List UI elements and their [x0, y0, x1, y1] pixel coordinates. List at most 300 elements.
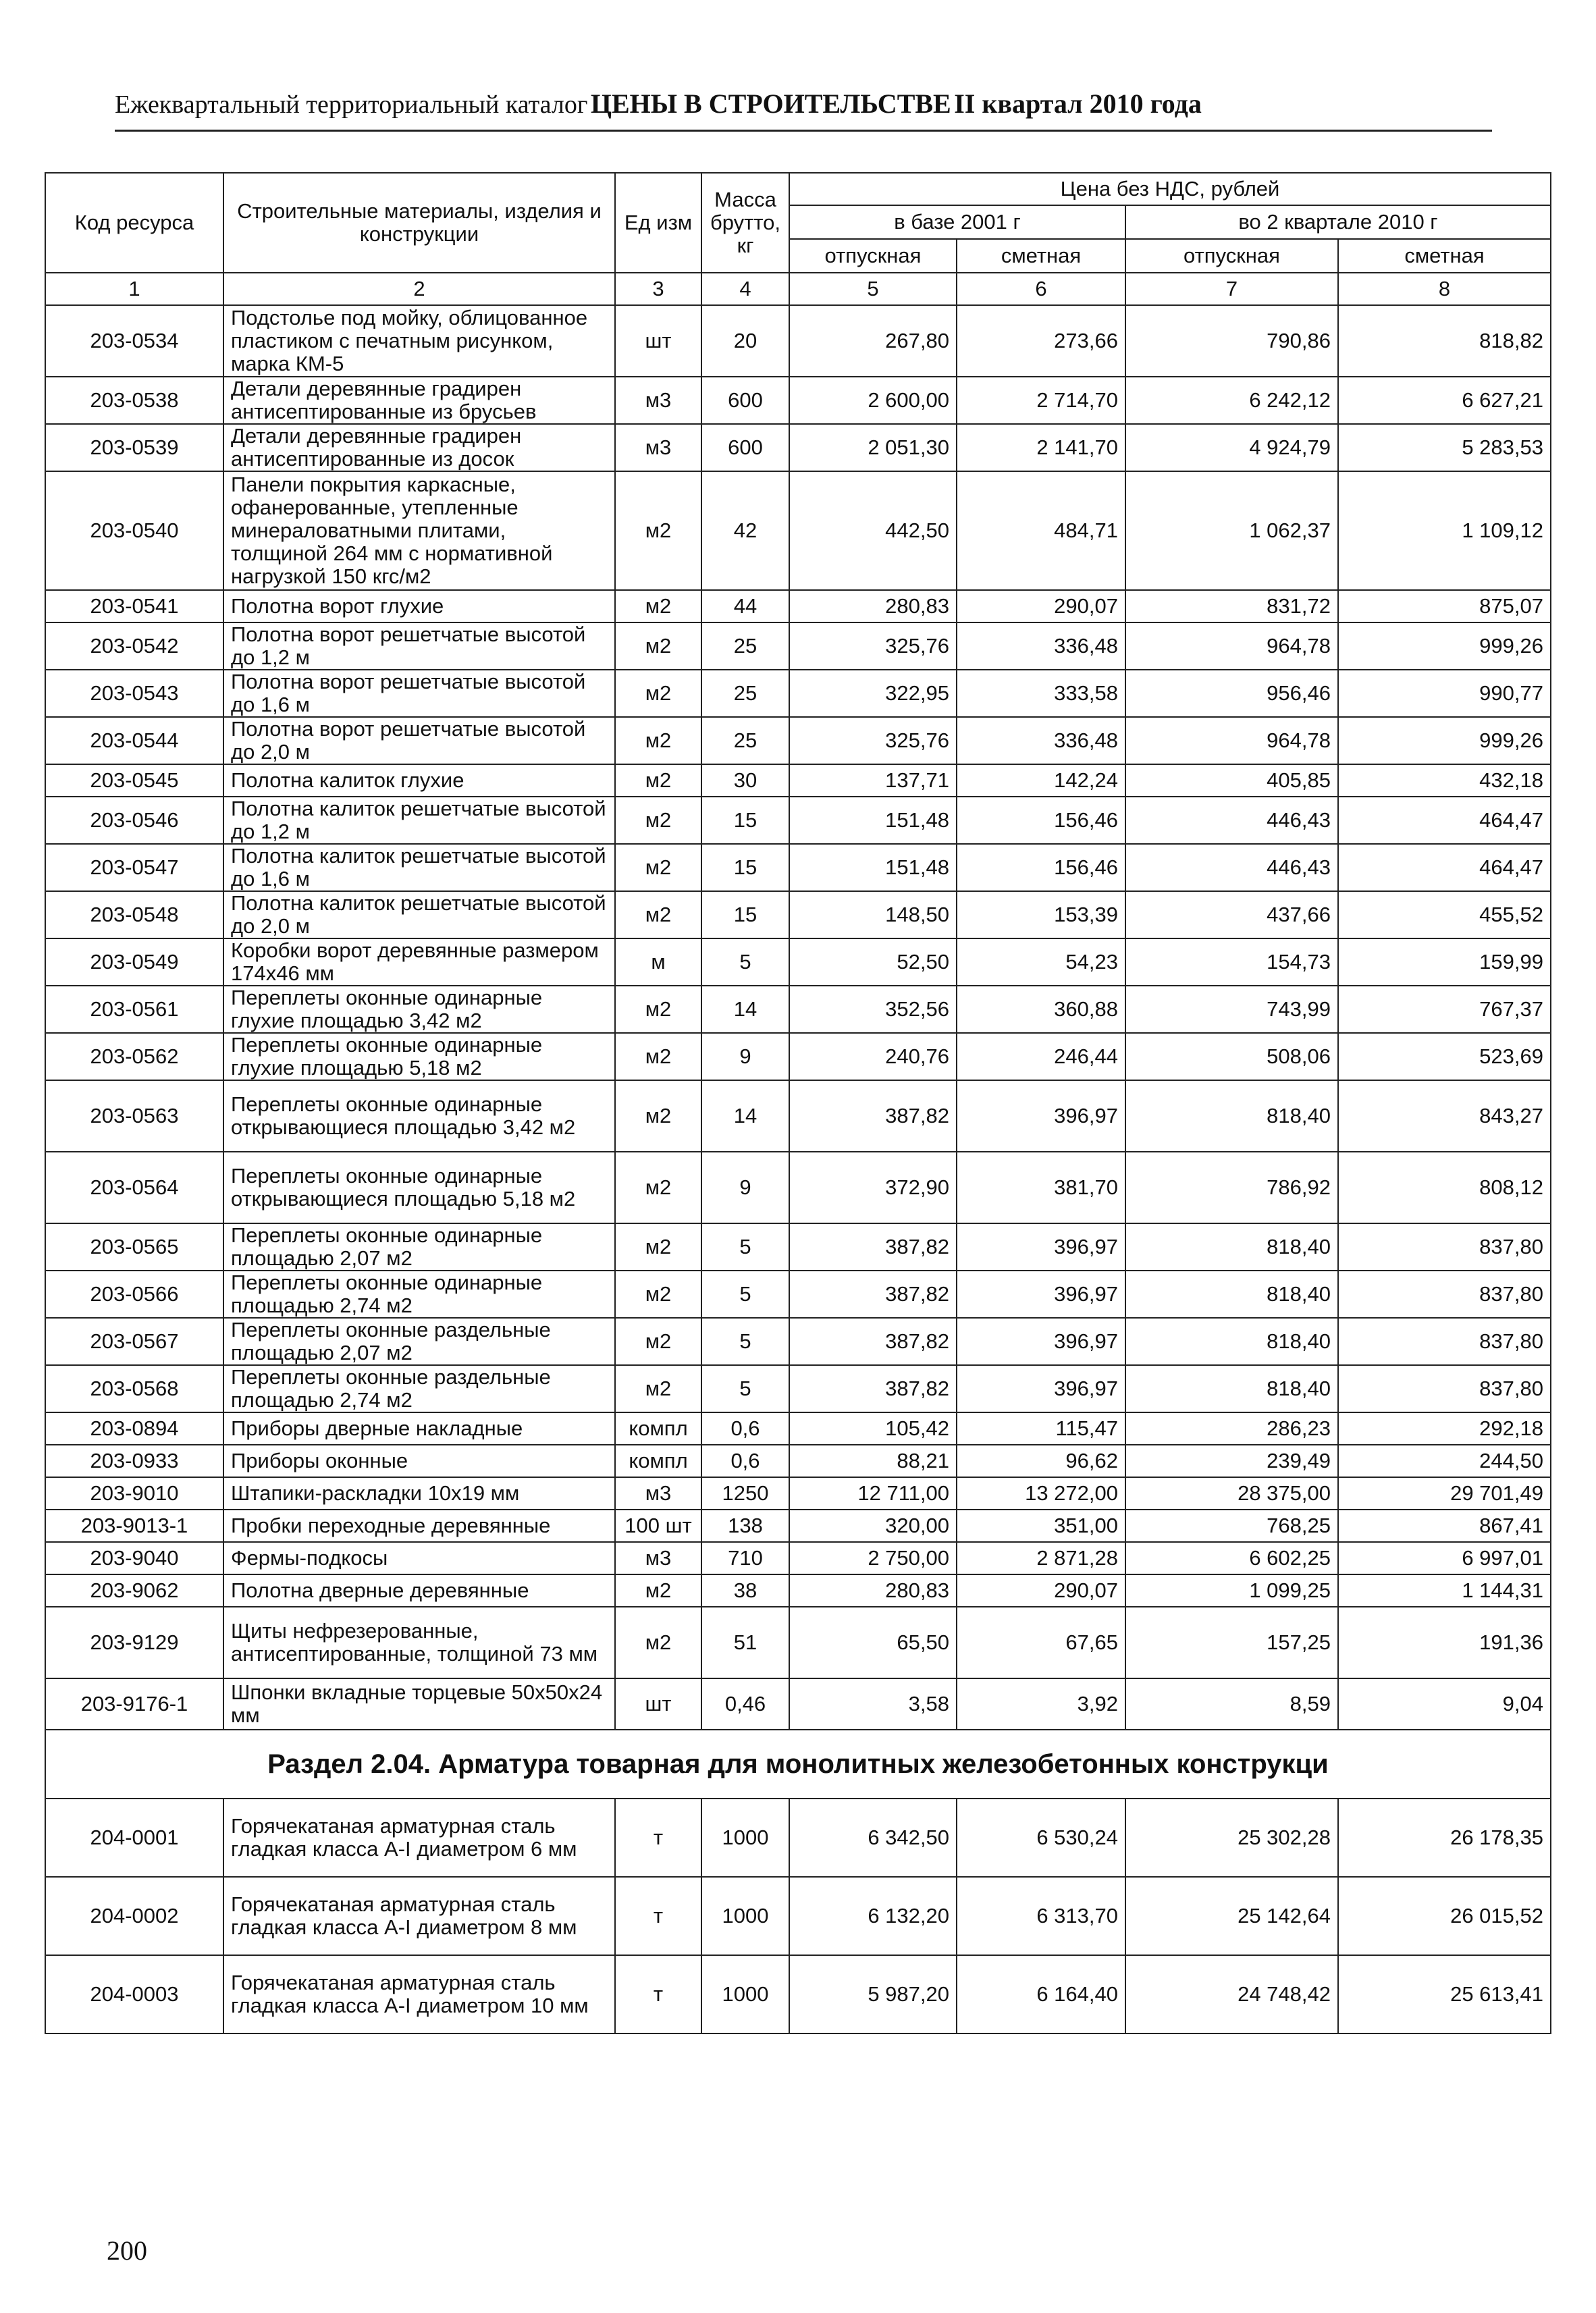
price-release-2001: 2 051,30	[789, 424, 957, 471]
price-estimate-2010: 837,80	[1338, 1365, 1551, 1412]
unit: м2	[615, 1080, 701, 1152]
material-name: Панели покрытия каркасные, офанерованные, утепленные минераловатными плитами, толщиной 264 мм с нормативной нагрузкой 150 кгс/м2	[223, 471, 615, 590]
unit: м3	[615, 377, 701, 424]
column-number: 5	[789, 273, 957, 305]
mass: 1000	[701, 1799, 789, 1877]
resource-code: 203-9010	[45, 1477, 223, 1510]
price-release-2010: 154,73	[1125, 938, 1338, 986]
unit: т	[615, 1877, 701, 1955]
price-release-2010: 818,40	[1125, 1365, 1338, 1412]
unit: м2	[615, 717, 701, 764]
price-release-2010: 405,85	[1125, 764, 1338, 797]
price-release-2010: 818,40	[1125, 1271, 1338, 1318]
unit: м2	[615, 622, 701, 670]
price-release-2010: 4 924,79	[1125, 424, 1338, 471]
table-row	[45, 424, 1551, 471]
mass: 9	[701, 1033, 789, 1080]
price-estimate-2001: 336,48	[957, 717, 1125, 764]
material-name: Переплеты оконные раздельные площадью 2,07 м2	[223, 1318, 615, 1365]
table-row	[45, 891, 1551, 938]
price-release-2001: 151,48	[789, 844, 957, 891]
table-row	[45, 377, 1551, 424]
price-estimate-2010: 26 178,35	[1338, 1799, 1551, 1877]
unit: м3	[615, 1542, 701, 1574]
mass: 600	[701, 424, 789, 471]
price-estimate-2010: 244,50	[1338, 1445, 1551, 1477]
table-row	[45, 1365, 1551, 1412]
resource-code: 203-0568	[45, 1365, 223, 1412]
table-row	[45, 1080, 1551, 1152]
price-release-2001: 52,50	[789, 938, 957, 986]
table-row	[45, 1510, 1551, 1542]
price-estimate-2001: 396,97	[957, 1271, 1125, 1318]
price-release-2001: 2 600,00	[789, 377, 957, 424]
price-estimate-2010: 25 613,41	[1338, 1955, 1551, 2033]
resource-code: 203-9129	[45, 1607, 223, 1678]
price-estimate-2001: 67,65	[957, 1607, 1125, 1678]
unit: компл	[615, 1445, 701, 1477]
price-estimate-2001: 333,58	[957, 670, 1125, 717]
price-estimate-2001: 290,07	[957, 1574, 1125, 1607]
price-release-2001: 5 987,20	[789, 1955, 957, 2033]
unit: шт	[615, 305, 701, 377]
mass: 14	[701, 986, 789, 1033]
price-release-2010: 743,99	[1125, 986, 1338, 1033]
unit: м2	[615, 891, 701, 938]
material-name: Щиты нефрезерованные, антисептированные, толщиной 73 мм	[223, 1607, 615, 1678]
price-release-2010: 6 602,25	[1125, 1542, 1338, 1574]
unit: м2	[615, 471, 701, 590]
material-name: Детали деревянные градирен антисептированные из брусьев	[223, 377, 615, 424]
mass: 9	[701, 1152, 789, 1223]
price-estimate-2010: 5 283,53	[1338, 424, 1551, 471]
price-release-2001: 148,50	[789, 891, 957, 938]
price-release-2010: 831,72	[1125, 590, 1338, 622]
price-estimate-2001: 396,97	[957, 1365, 1125, 1412]
mass: 5	[701, 1365, 789, 1412]
price-estimate-2001: 484,71	[957, 471, 1125, 590]
price-estimate-2010: 767,37	[1338, 986, 1551, 1033]
column-number: 8	[1338, 273, 1551, 305]
material-name: Полотна калиток глухие	[223, 764, 615, 797]
price-release-2001: 325,76	[789, 622, 957, 670]
price-estimate-2001: 351,00	[957, 1510, 1125, 1542]
price-estimate-2001: 3,92	[957, 1678, 1125, 1730]
mass: 1250	[701, 1477, 789, 1510]
header-title: ЦЕНЫ В СТРОИТЕЛЬСТВЕ	[590, 88, 951, 119]
mass: 25	[701, 717, 789, 764]
price-release-2010: 790,86	[1125, 305, 1338, 377]
mass: 0,6	[701, 1445, 789, 1477]
price-estimate-2010: 6 997,01	[1338, 1542, 1551, 1574]
price-estimate-2001: 6 530,24	[957, 1799, 1125, 1877]
price-release-2001: 322,95	[789, 670, 957, 717]
price-estimate-2010: 999,26	[1338, 622, 1551, 670]
resource-code: 204-0001	[45, 1799, 223, 1877]
price-release-2010: 25 302,28	[1125, 1799, 1338, 1877]
price-estimate-2010: 292,18	[1338, 1412, 1551, 1445]
price-estimate-2001: 142,24	[957, 764, 1125, 797]
col-header-mass: Масса брутто, кг	[701, 173, 789, 273]
price-estimate-2001: 6 164,40	[957, 1955, 1125, 2033]
resource-code: 203-0562	[45, 1033, 223, 1080]
price-estimate-2001: 115,47	[957, 1412, 1125, 1445]
resource-code: 203-0566	[45, 1271, 223, 1318]
resource-code: 203-0544	[45, 717, 223, 764]
unit: шт	[615, 1678, 701, 1730]
price-estimate-2010: 837,80	[1338, 1318, 1551, 1365]
mass: 5	[701, 1271, 789, 1318]
material-name: Переплеты оконные одинарные открывающиеся площадью 5,18 м2	[223, 1152, 615, 1223]
unit: м2	[615, 670, 701, 717]
table-row	[45, 1542, 1551, 1574]
resource-code: 203-0539	[45, 424, 223, 471]
material-name: Подстолье под мойку, облицованное пластиком с печатным рисунком, марка КМ-5	[223, 305, 615, 377]
price-release-2001: 280,83	[789, 1574, 957, 1607]
price-estimate-2010: 1 144,31	[1338, 1574, 1551, 1607]
table-row	[45, 1877, 1551, 1955]
material-name: Полотна ворот решетчатые высотой до 2,0 м	[223, 717, 615, 764]
resource-code: 203-0547	[45, 844, 223, 891]
material-name: Детали деревянные градирен антисептированные из досок	[223, 424, 615, 471]
price-release-2001: 3,58	[789, 1678, 957, 1730]
price-release-2010: 1 099,25	[1125, 1574, 1338, 1607]
price-release-2001: 387,82	[789, 1365, 957, 1412]
price-release-2010: 6 242,12	[1125, 377, 1338, 424]
mass: 30	[701, 764, 789, 797]
price-estimate-2010: 990,77	[1338, 670, 1551, 717]
price-release-2010: 8,59	[1125, 1678, 1338, 1730]
unit: м2	[615, 1152, 701, 1223]
unit: м3	[615, 1477, 701, 1510]
price-release-2001: 387,82	[789, 1080, 957, 1152]
price-estimate-2010: 6 627,21	[1338, 377, 1551, 424]
page-header	[115, 88, 1492, 132]
material-name: Приборы оконные	[223, 1445, 615, 1477]
page-number: 200	[107, 2235, 147, 2266]
price-estimate-2010: 1 109,12	[1338, 471, 1551, 590]
unit: т	[615, 1799, 701, 1877]
table-row	[45, 764, 1551, 797]
resource-code: 203-9062	[45, 1574, 223, 1607]
price-estimate-2001: 396,97	[957, 1318, 1125, 1365]
price-estimate-2001: 273,66	[957, 305, 1125, 377]
material-name: Полотна ворот глухие	[223, 590, 615, 622]
unit: м2	[615, 986, 701, 1033]
column-number: 4	[701, 273, 789, 305]
resource-code: 203-0933	[45, 1445, 223, 1477]
table-row	[45, 1955, 1551, 2033]
unit: т	[615, 1955, 701, 2033]
table-row	[45, 1574, 1551, 1607]
price-estimate-2010: 159,99	[1338, 938, 1551, 986]
table-row	[45, 1223, 1551, 1271]
price-release-2001: 387,82	[789, 1271, 957, 1318]
material-name: Переплеты оконные одинарные открывающиеся площадью 3,42 м2	[223, 1080, 615, 1152]
price-release-2001: 280,83	[789, 590, 957, 622]
resource-code: 203-0565	[45, 1223, 223, 1271]
price-release-2001: 352,56	[789, 986, 957, 1033]
material-name: Пробки переходные деревянные	[223, 1510, 615, 1542]
material-name: Горячекатаная арматурная сталь гладкая класса А-I диаметром 10 мм	[223, 1955, 615, 2033]
price-release-2001: 387,82	[789, 1223, 957, 1271]
resource-code: 203-0542	[45, 622, 223, 670]
table-row	[45, 1607, 1551, 1678]
resource-code: 203-9013-1	[45, 1510, 223, 1542]
price-release-2001: 325,76	[789, 717, 957, 764]
price-table	[45, 172, 1551, 2034]
price-estimate-2001: 2 871,28	[957, 1542, 1125, 1574]
table-row	[45, 797, 1551, 844]
unit: м2	[615, 590, 701, 622]
price-estimate-2001: 2 714,70	[957, 377, 1125, 424]
price-release-2010: 1 062,37	[1125, 471, 1338, 590]
price-release-2001: 387,82	[789, 1318, 957, 1365]
mass: 15	[701, 891, 789, 938]
mass: 25	[701, 622, 789, 670]
col-header-price: Цена без НДС, рублей	[789, 173, 1551, 205]
material-name: Штапики-раскладки 10х19 мм	[223, 1477, 615, 1510]
price-release-2001: 267,80	[789, 305, 957, 377]
price-estimate-2001: 153,39	[957, 891, 1125, 938]
material-name: Шпонки вкладные торцевые 50х50х24 мм	[223, 1678, 615, 1730]
price-estimate-2010: 432,18	[1338, 764, 1551, 797]
resource-code: 203-0564	[45, 1152, 223, 1223]
material-name: Коробки ворот деревянные размером 174х46 мм	[223, 938, 615, 986]
mass: 5	[701, 938, 789, 986]
resource-code: 203-9176-1	[45, 1678, 223, 1730]
price-release-2010: 964,78	[1125, 622, 1338, 670]
material-name: Полотна ворот решетчатые высотой до 1,6 м	[223, 670, 615, 717]
price-estimate-2010: 837,80	[1338, 1271, 1551, 1318]
resource-code: 203-0541	[45, 590, 223, 622]
price-estimate-2001: 156,46	[957, 797, 1125, 844]
resource-code: 203-0543	[45, 670, 223, 717]
mass: 51	[701, 1607, 789, 1678]
column-number-row	[45, 273, 1551, 305]
price-release-2010: 437,66	[1125, 891, 1338, 938]
material-name: Горячекатаная арматурная сталь гладкая класса А-I диаметром 8 мм	[223, 1877, 615, 1955]
price-estimate-2010: 26 015,52	[1338, 1877, 1551, 1955]
mass: 38	[701, 1574, 789, 1607]
resource-code: 203-0548	[45, 891, 223, 938]
resource-code: 203-0534	[45, 305, 223, 377]
mass: 1000	[701, 1955, 789, 2033]
column-number: 2	[223, 273, 615, 305]
price-estimate-2001: 396,97	[957, 1080, 1125, 1152]
mass: 600	[701, 377, 789, 424]
price-estimate-2010: 523,69	[1338, 1033, 1551, 1080]
price-release-2001: 6 342,50	[789, 1799, 957, 1877]
price-estimate-2010: 867,41	[1338, 1510, 1551, 1542]
price-release-2001: 240,76	[789, 1033, 957, 1080]
price-release-2001: 105,42	[789, 1412, 957, 1445]
unit: м2	[615, 1574, 701, 1607]
material-name: Полотна ворот решетчатые высотой до 1,2 м	[223, 622, 615, 670]
material-name: Полотна калиток решетчатые высотой до 1,6 м	[223, 844, 615, 891]
price-estimate-2010: 808,12	[1338, 1152, 1551, 1223]
price-release-2001: 65,50	[789, 1607, 957, 1678]
price-estimate-2001: 336,48	[957, 622, 1125, 670]
mass: 15	[701, 797, 789, 844]
price-estimate-2001: 381,70	[957, 1152, 1125, 1223]
unit: м2	[615, 1033, 701, 1080]
unit: компл	[615, 1412, 701, 1445]
table-row	[45, 1445, 1551, 1477]
col-header-estimate-2010: сметная	[1338, 239, 1551, 273]
unit: м2	[615, 764, 701, 797]
price-release-2010: 768,25	[1125, 1510, 1338, 1542]
price-estimate-2001: 96,62	[957, 1445, 1125, 1477]
resource-code: 203-9040	[45, 1542, 223, 1574]
mass: 14	[701, 1080, 789, 1152]
column-number: 6	[957, 273, 1125, 305]
unit: м3	[615, 424, 701, 471]
material-name: Переплеты оконные раздельные площадью 2,74 м2	[223, 1365, 615, 1412]
price-estimate-2010: 999,26	[1338, 717, 1551, 764]
table-row	[45, 622, 1551, 670]
resource-code: 203-0549	[45, 938, 223, 986]
col-header-unit: Ед изм	[615, 173, 701, 273]
table-row	[45, 471, 1551, 590]
price-estimate-2010: 843,27	[1338, 1080, 1551, 1152]
table-row	[45, 1033, 1551, 1080]
price-estimate-2010: 455,52	[1338, 891, 1551, 938]
price-estimate-2001: 13 272,00	[957, 1477, 1125, 1510]
col-header-q2-2010: во 2 квартале 2010 г	[1125, 205, 1551, 239]
mass: 44	[701, 590, 789, 622]
mass: 138	[701, 1510, 789, 1542]
price-release-2001: 442,50	[789, 471, 957, 590]
price-release-2001: 12 711,00	[789, 1477, 957, 1510]
price-release-2001: 6 132,20	[789, 1877, 957, 1955]
table-row	[45, 1152, 1551, 1223]
price-release-2010: 157,25	[1125, 1607, 1338, 1678]
table-row	[45, 1477, 1551, 1510]
price-estimate-2010: 818,82	[1338, 305, 1551, 377]
col-header-release-2010: отпускная	[1125, 239, 1338, 273]
table-row	[45, 938, 1551, 986]
unit: м2	[615, 1365, 701, 1412]
price-release-2010: 446,43	[1125, 797, 1338, 844]
price-release-2001: 137,71	[789, 764, 957, 797]
table-row	[45, 1271, 1551, 1318]
price-estimate-2010: 837,80	[1338, 1223, 1551, 1271]
price-estimate-2010: 464,47	[1338, 844, 1551, 891]
resource-code: 203-0540	[45, 471, 223, 590]
price-release-2010: 24 748,42	[1125, 1955, 1338, 2033]
material-name: Фермы-подкосы	[223, 1542, 615, 1574]
table-row	[45, 670, 1551, 717]
price-estimate-2010: 875,07	[1338, 590, 1551, 622]
resource-code: 203-0546	[45, 797, 223, 844]
mass: 1000	[701, 1877, 789, 1955]
price-estimate-2001: 360,88	[957, 986, 1125, 1033]
table-row	[45, 1678, 1551, 1730]
col-header-name: Строительные материалы, изделия и конструкции	[223, 173, 615, 273]
price-release-2001: 151,48	[789, 797, 957, 844]
mass: 42	[701, 471, 789, 590]
resource-code: 204-0003	[45, 1955, 223, 2033]
resource-code: 203-0894	[45, 1412, 223, 1445]
material-name: Переплеты оконные одинарные глухие площадью 5,18 м2	[223, 1033, 615, 1080]
price-release-2010: 286,23	[1125, 1412, 1338, 1445]
material-name: Полотна калиток решетчатые высотой до 2,0 м	[223, 891, 615, 938]
price-release-2010: 818,40	[1125, 1318, 1338, 1365]
mass: 25	[701, 670, 789, 717]
unit: м2	[615, 1318, 701, 1365]
mass: 15	[701, 844, 789, 891]
material-name: Горячекатаная арматурная сталь гладкая класса А-I диаметром 6 мм	[223, 1799, 615, 1877]
price-release-2010: 956,46	[1125, 670, 1338, 717]
unit: 100 шт	[615, 1510, 701, 1542]
column-number: 3	[615, 273, 701, 305]
price-release-2010: 964,78	[1125, 717, 1338, 764]
price-release-2010: 25 142,64	[1125, 1877, 1338, 1955]
price-estimate-2001: 2 141,70	[957, 424, 1125, 471]
resource-code: 203-0563	[45, 1080, 223, 1152]
price-estimate-2010: 464,47	[1338, 797, 1551, 844]
col-header-base-2001: в базе 2001 г	[789, 205, 1125, 239]
unit: м2	[615, 844, 701, 891]
resource-code: 203-0545	[45, 764, 223, 797]
mass: 20	[701, 305, 789, 377]
price-release-2010: 818,40	[1125, 1080, 1338, 1152]
unit: м2	[615, 797, 701, 844]
price-release-2010: 28 375,00	[1125, 1477, 1338, 1510]
price-release-2001: 88,21	[789, 1445, 957, 1477]
material-name: Полотна дверные деревянные	[223, 1574, 615, 1607]
price-estimate-2010: 29 701,49	[1338, 1477, 1551, 1510]
price-release-2001: 2 750,00	[789, 1542, 957, 1574]
table-row	[45, 844, 1551, 891]
price-release-2010: 446,43	[1125, 844, 1338, 891]
mass: 5	[701, 1223, 789, 1271]
table-row	[45, 717, 1551, 764]
unit: м2	[615, 1271, 701, 1318]
price-release-2001: 320,00	[789, 1510, 957, 1542]
price-estimate-2010: 9,04	[1338, 1678, 1551, 1730]
header-prefix: Ежеквартальный территориальный каталог	[115, 90, 588, 119]
unit: м	[615, 938, 701, 986]
material-name: Переплеты оконные одинарные площадью 2,07 м2	[223, 1223, 615, 1271]
price-estimate-2001: 156,46	[957, 844, 1125, 891]
mass: 0,46	[701, 1678, 789, 1730]
col-header-estimate: сметная	[957, 239, 1125, 273]
mass: 710	[701, 1542, 789, 1574]
table-row	[45, 1318, 1551, 1365]
unit: м2	[615, 1223, 701, 1271]
resource-code: 203-0561	[45, 986, 223, 1033]
table-row	[45, 1412, 1551, 1445]
resource-code: 203-0538	[45, 377, 223, 424]
price-release-2010: 786,92	[1125, 1152, 1338, 1223]
price-release-2010: 818,40	[1125, 1223, 1338, 1271]
table-row	[45, 305, 1551, 377]
col-header-release: отпускная	[789, 239, 957, 273]
material-name: Переплеты оконные одинарные площадью 2,74 м2	[223, 1271, 615, 1318]
price-estimate-2010: 191,36	[1338, 1607, 1551, 1678]
unit: м2	[615, 1607, 701, 1678]
section-row	[45, 1730, 1551, 1799]
price-release-2010: 508,06	[1125, 1033, 1338, 1080]
table-row	[45, 1799, 1551, 1877]
col-header-code: Код ресурса	[45, 173, 223, 273]
price-release-2010: 239,49	[1125, 1445, 1338, 1477]
section-title: Раздел 2.04. Арматура товарная для монолитных железобетонных конструкци	[45, 1730, 1551, 1799]
price-estimate-2001: 246,44	[957, 1033, 1125, 1080]
column-number: 1	[45, 273, 223, 305]
